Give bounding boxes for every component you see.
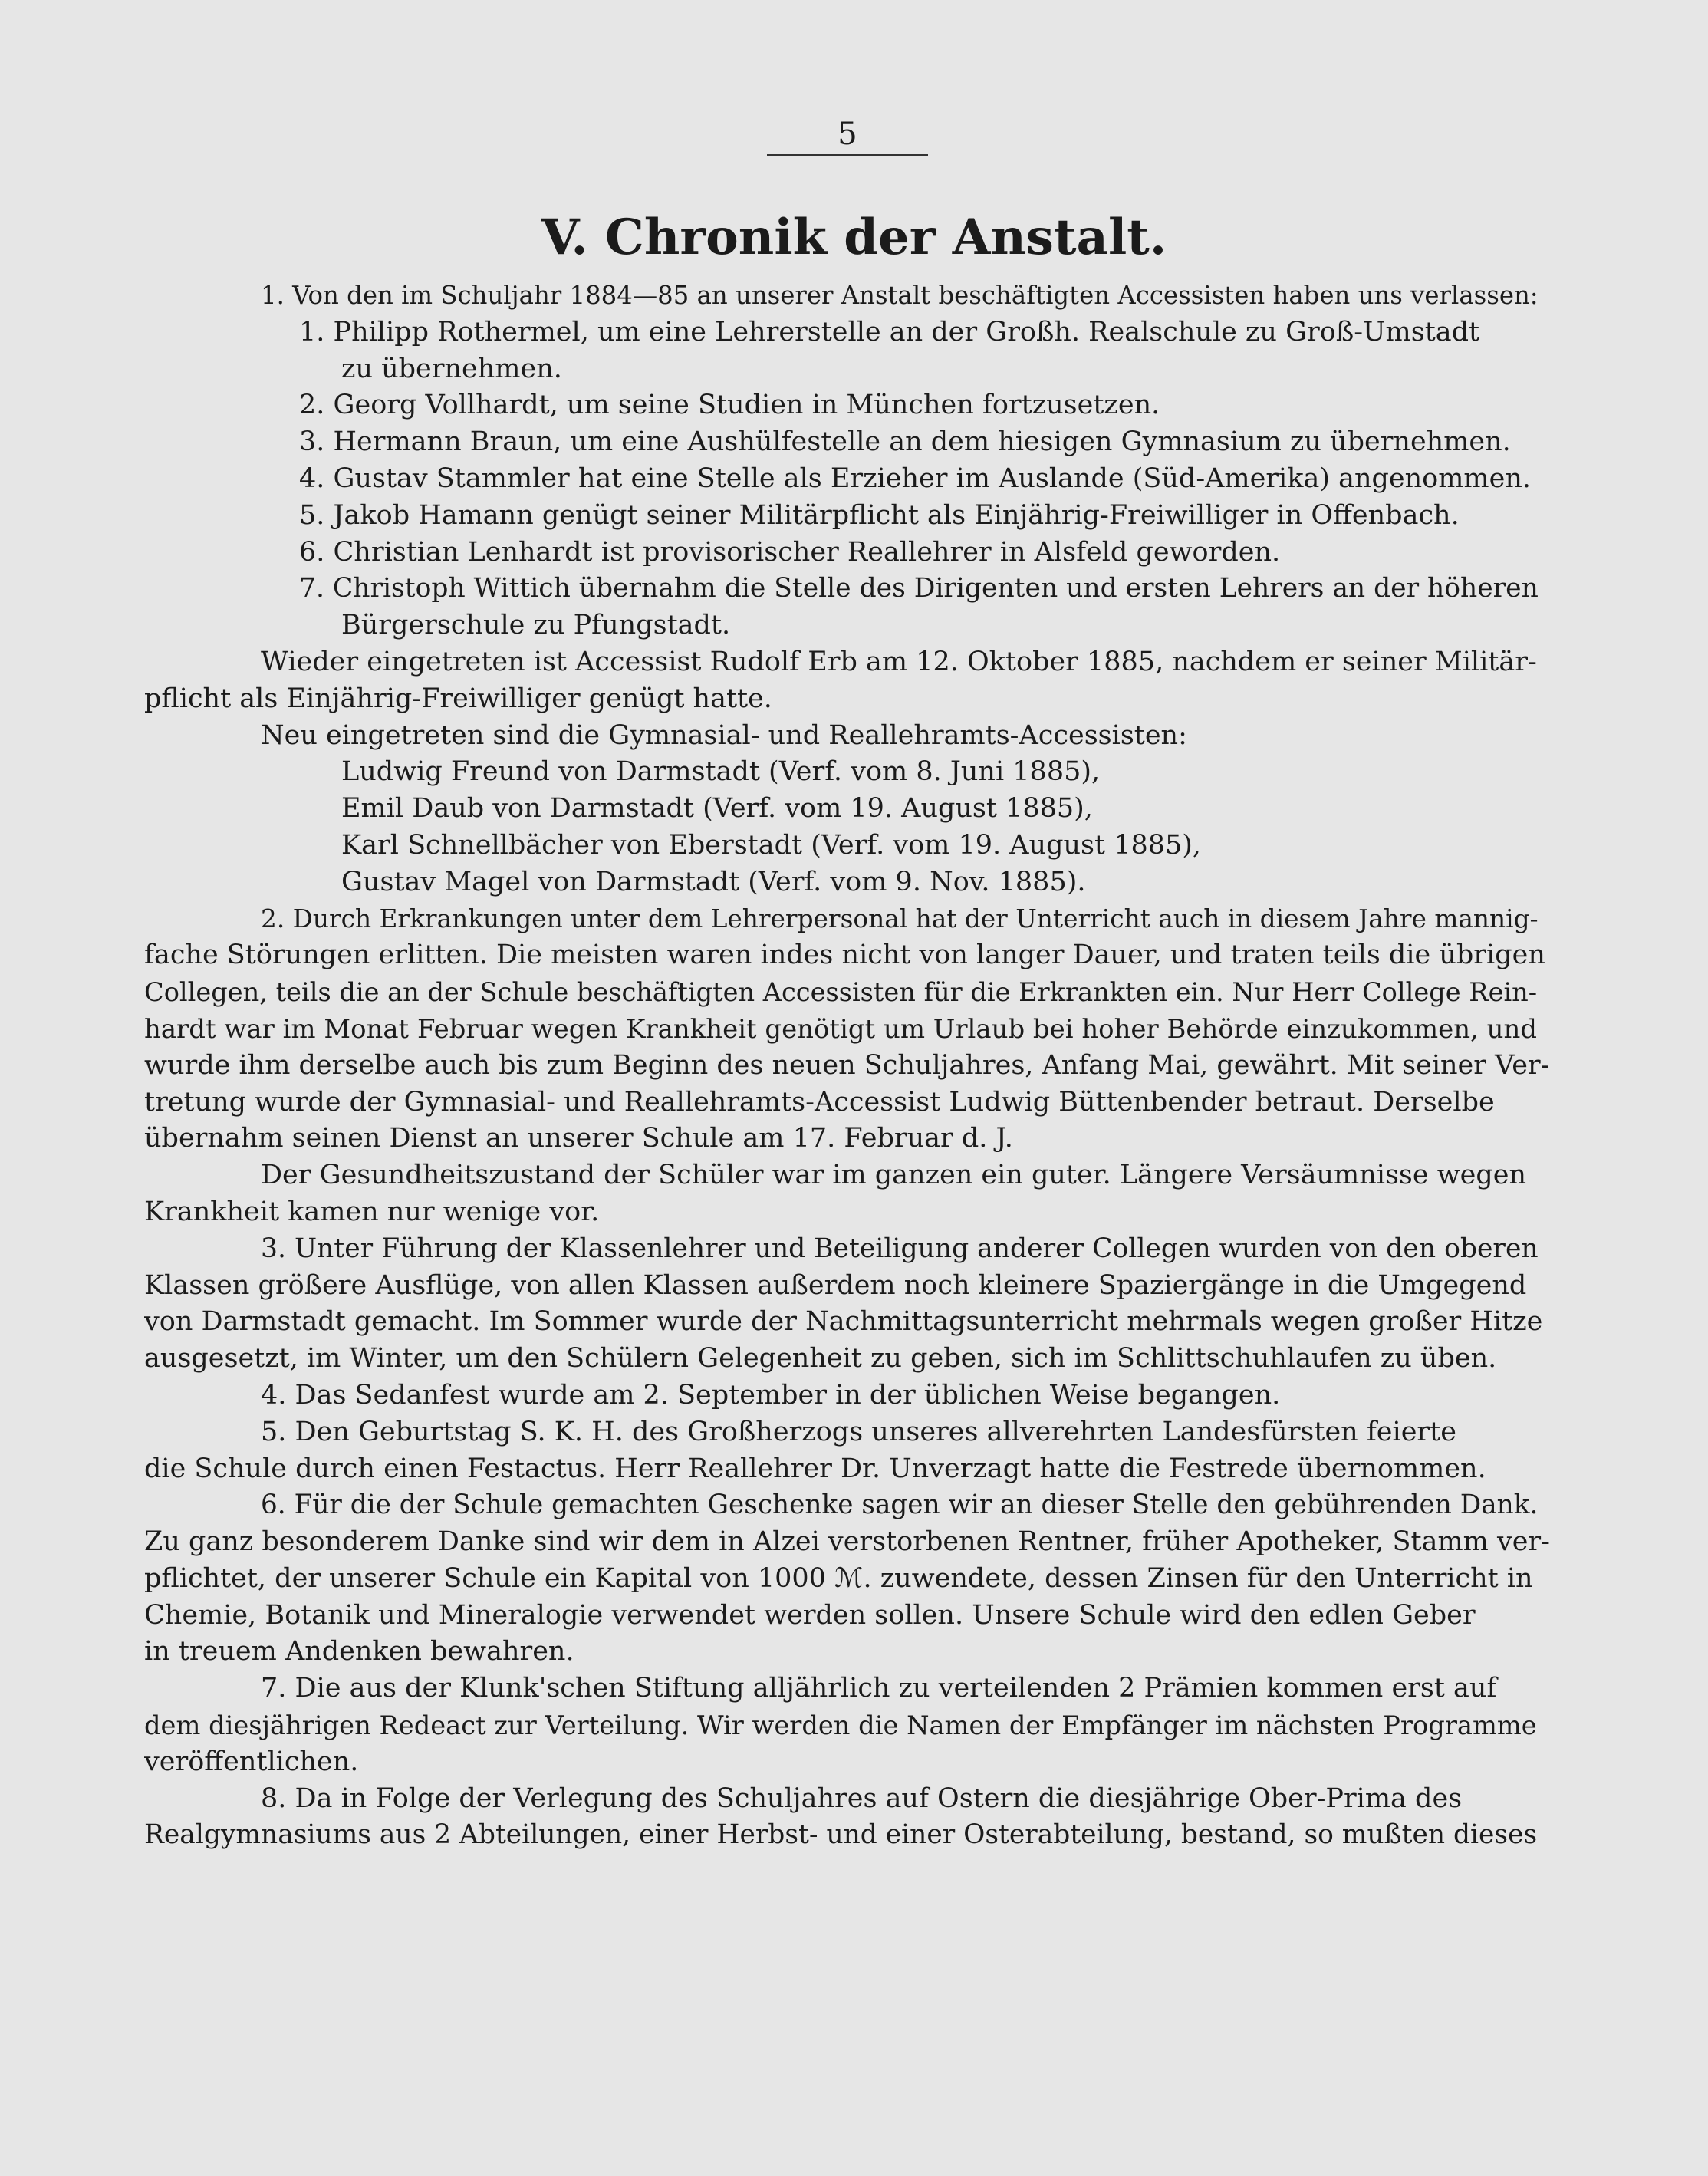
text-line: 5. Jakob Hamann genügt seiner Militärpflicht als Einjährig-Freiwilliger in Offenbach. — [299, 499, 1460, 531]
text-line: 8. Da in Folge der Verlegung des Schuljahres auf Ostern die diesjährige Ober-Prima des — [261, 1783, 1463, 1814]
text-line: 2. Georg Vollhardt, um seine Studien in München fortzusetzen. — [299, 390, 1160, 421]
text-line: Wieder eingetreten ist Accessist Rudolf Erb am 12. Oktober 1885, nachdem er seiner Militär- — [261, 646, 1537, 677]
text-line: Realgymnasiums aus 2 Abteilungen, einer Herbst- und einer Osterabteilung, bestand, so mußten dieses — [144, 1819, 1538, 1851]
text-line: 6. Christian Lenhardt ist provisorischer Reallehrer in Alsfeld geworden. — [299, 536, 1281, 568]
text-line: übernahm seinen Dienst an unserer Schule am 17. Februar d. J. — [144, 1123, 1013, 1154]
text-line: ausgesetzt, im Winter, um den Schülern Gelegenheit zu geben, sich im Schlittschuhlaufen zu üben. — [144, 1343, 1497, 1374]
text-line: 3. Hermann Braun, um eine Aushülfestelle an dem hiesigen Gymnasium zu übernehmen. — [299, 426, 1511, 458]
text-line: 5. Den Geburtstag S. K. H. des Großherzogs unseres allverehrten Landesfürsten feierte — [261, 1416, 1456, 1447]
text-line: 2. Durch Erkrankungen unter dem Lehrerpersonal hat der Unterricht auch in diesem Jahre mannig- — [261, 904, 1539, 933]
text-line: hardt war im Monat Februar wegen Krankheit genötigt um Urlaub bei hoher Behörde einzukommen, und — [144, 1013, 1537, 1044]
body-text — [144, 278, 1552, 1854]
section-heading: V. Chronik der Anstalt. — [541, 209, 1167, 266]
text-line: 3. Unter Führung der Klassenlehrer und Beteiligung anderer Collegen wurden von den oberen — [261, 1233, 1539, 1264]
text-line: tretung wurde der Gymnasial- und Reallehramts-Accessist Ludwig Büttenbender betraut. Derselbe — [144, 1086, 1495, 1118]
text-line: Neu eingetreten sind die Gymnasial- und Reallehramts-Accessisten: — [261, 719, 1187, 751]
text-line: Gustav Magel von Darmstadt (Verf. vom 9. Nov. 1885). — [341, 866, 1086, 897]
text-line: Collegen, teils die an der Schule beschäftigten Accessisten für die Erkrankten ein. Nur Herr College Rein- — [144, 977, 1538, 1008]
text-line: Ludwig Freund von Darmstadt (Verf. vom 8. Juni 1885), — [341, 756, 1101, 788]
text-line: 1. Philipp Rothermel, um eine Lehrerstelle an der Großh. Realschule zu Groß-Umstadt — [299, 316, 1480, 347]
text-line: Karl Schnellbächer von Eberstadt (Verf. vom 19. August 1885), — [341, 829, 1202, 861]
text-line: von Darmstadt gemacht. Im Sommer wurde der Nachmittagsunterricht mehrmals wegen großer Hitze — [144, 1306, 1543, 1338]
text-line: veröffentlichen. — [144, 1746, 359, 1777]
text-line: wurde ihm derselbe auch bis zum Beginn des neuen Schuljahres, Anfang Mai, gewährt. Mit seiner Ver- — [144, 1049, 1550, 1081]
text-line: 6. Für die der Schule gemachten Geschenke sagen wir an dieser Stelle den gebührenden Dank. — [261, 1490, 1539, 1521]
text-line: Klassen größere Ausflüge, von allen Klassen außerdem noch kleinere Spaziergänge in die Umgegend — [144, 1269, 1527, 1301]
text-line: die Schule durch einen Festactus. Herr Reallehrer Dr. Unverzagt hatte die Festrede übernommen. — [144, 1453, 1486, 1484]
text-line: in treuem Andenken bewahren. — [144, 1636, 574, 1667]
text-line: Krankheit kamen nur wenige vor. — [144, 1196, 600, 1227]
text-line: fache Störungen erlitten. Die meisten waren indes nicht von langer Dauer, und traten teils die übrigen — [144, 940, 1545, 971]
page-number: 5 — [838, 117, 857, 152]
text-line: dem diesjährigen Redeact zur Verteilung. Wir werden die Namen der Empfänger im nächsten Programme — [144, 1710, 1537, 1741]
text-line: 4. Gustav Stammler hat eine Stelle als Erzieher im Auslande (Süd-Amerika) angenommen. — [299, 463, 1532, 494]
text-line: Chemie, Botanik und Mineralogie verwendet werden sollen. Unsere Schule wird den edlen Geber — [144, 1599, 1476, 1631]
text-line: 7. Christoph Wittich übernahm die Stelle des Dirigenten und ersten Lehrers an der höheren — [299, 573, 1539, 604]
text-line: Bürgerschule zu Pfungstadt. — [341, 610, 731, 641]
text-line: 1. Von den im Schuljahr 1884—85 an unserer Anstalt beschäftigten Accessisten haben uns verlassen: — [261, 281, 1539, 310]
text-line: pflichtet, der unserer Schule ein Kapital von 1000 ℳ. zuwendete, dessen Zinsen für den Unterricht in — [144, 1562, 1533, 1594]
text-line: Der Gesundheitszustand der Schüler war im ganzen ein guter. Längere Versäumnisse wegen — [261, 1160, 1527, 1191]
header-rule — [767, 154, 928, 156]
text-line: Emil Daub von Darmstadt (Verf. vom 19. August 1885), — [341, 793, 1093, 825]
text-line: 4. Das Sedanfest wurde am 2. September in der üblichen Weise begangen. — [261, 1379, 1281, 1411]
text-line: 7. Die aus der Klunk'schen Stiftung alljährlich zu verteilenden 2 Prämien kommen erst auf — [261, 1673, 1497, 1704]
text-line: Zu ganz besonderem Danke sind wir dem in Alzei verstorbenen Rentner, früher Apotheker, Stamm ver- — [144, 1526, 1550, 1558]
text-line: pflicht als Einjährig-Freiwilliger genügt hatte. — [144, 683, 772, 714]
text-line: zu übernehmen. — [341, 353, 562, 384]
